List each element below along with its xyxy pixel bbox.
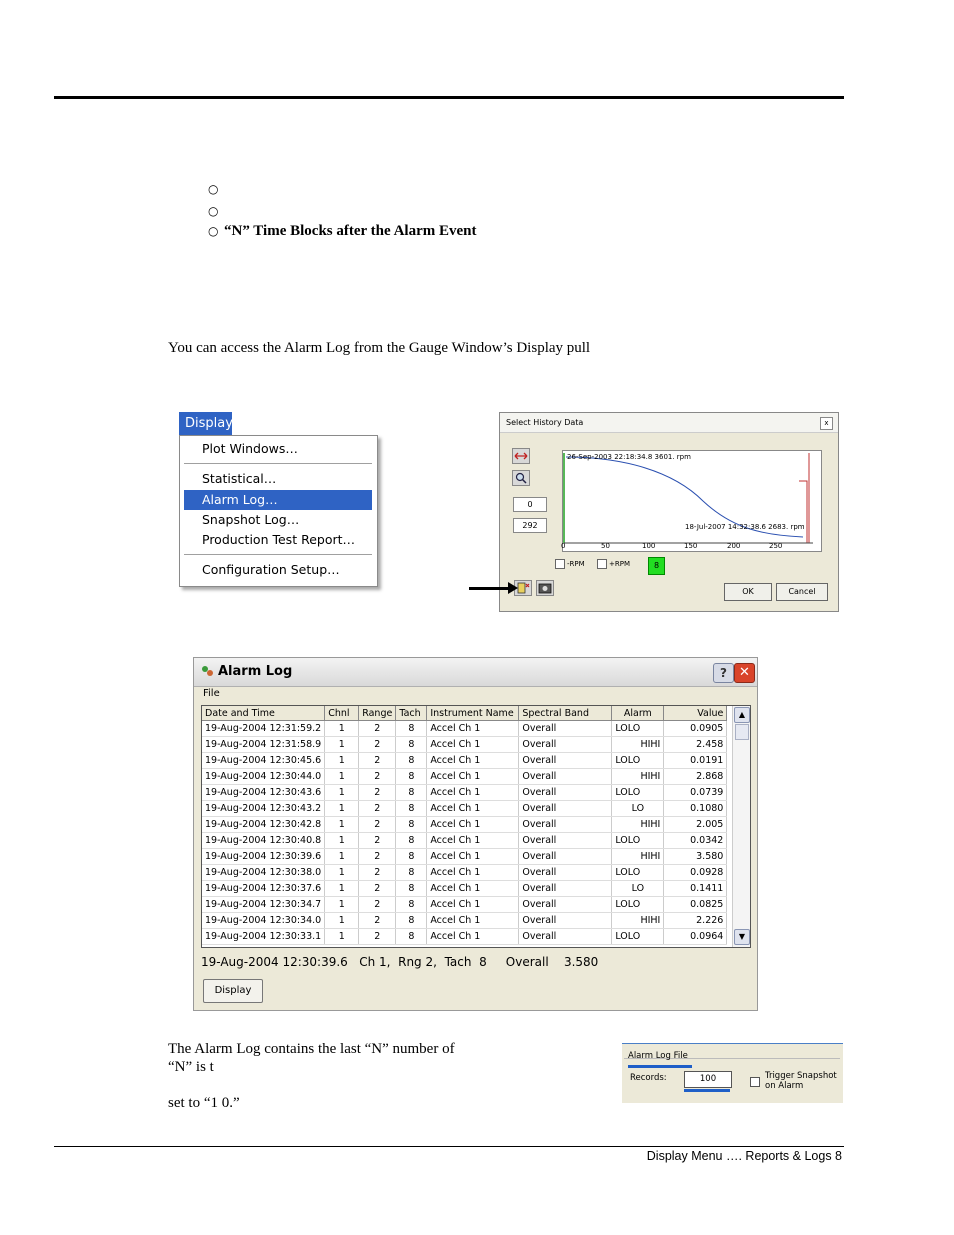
window-title: Alarm Log	[218, 664, 293, 679]
table-cell: 1	[325, 865, 359, 881]
bottom-rule	[54, 1146, 844, 1147]
bullet-item-1	[208, 181, 224, 198]
table-cell: 19-Aug-2004 12:31:58.9	[202, 737, 325, 753]
table-cell: 2	[359, 881, 396, 897]
menu-separator	[184, 463, 372, 464]
menu-item-statistical[interactable]: Statistical…	[202, 471, 277, 486]
title-bar	[194, 658, 757, 687]
table-row[interactable]	[202, 785, 727, 801]
bullet-mark: ○	[208, 182, 219, 196]
table-cell: 8	[396, 849, 427, 865]
display-menu-title[interactable]: Display	[179, 412, 232, 435]
bullet-item-3	[208, 223, 476, 240]
paragraph-line-3: set to “1 0.”	[168, 1095, 240, 1111]
column-header-alarm[interactable]: Alarm	[612, 706, 664, 721]
table-cell: 2	[359, 833, 396, 849]
table-cell: 1	[325, 833, 359, 849]
table-cell: Overall	[519, 753, 612, 769]
table-cell: Accel Ch 1	[427, 737, 519, 753]
table-cell: 2.005	[664, 817, 727, 833]
pan-arrows-icon	[513, 449, 529, 463]
table-cell: 1	[325, 929, 359, 945]
dialog-title: Select History Data	[500, 413, 838, 433]
table-cell: Overall	[519, 785, 612, 801]
table-row[interactable]	[202, 849, 727, 865]
table-cell: Accel Ch 1	[427, 785, 519, 801]
table-cell: Accel Ch 1	[427, 833, 519, 849]
records-label: Records:	[630, 1073, 667, 1083]
history-plot[interactable]	[562, 450, 822, 552]
table-cell: HIHI	[612, 849, 664, 865]
table-row[interactable]	[202, 817, 727, 833]
column-header-instrument[interactable]: Instrument Name	[427, 706, 519, 721]
table-cell: 0.0342	[664, 833, 727, 849]
ok-button[interactable]: OK	[724, 583, 772, 601]
pointer-arrow-icon	[508, 582, 518, 594]
help-button[interactable]: ?	[713, 663, 734, 683]
table-cell: HIHI	[612, 913, 664, 929]
table-cell: LO	[612, 801, 664, 817]
table-cell: Overall	[519, 737, 612, 753]
menu-file[interactable]: File	[203, 688, 220, 699]
table-cell: 2	[359, 865, 396, 881]
table-cell: 19-Aug-2004 12:30:43.2	[202, 801, 325, 817]
column-header-date[interactable]: Date and Time	[202, 706, 325, 721]
table-cell: 2	[359, 801, 396, 817]
bullet-item-2	[208, 203, 224, 220]
table-cell: 8	[396, 817, 427, 833]
table-cell: Overall	[519, 913, 612, 929]
menu-separator	[184, 554, 372, 555]
table-cell: 2.458	[664, 737, 727, 753]
table-cell: 0.0739	[664, 785, 727, 801]
table-row[interactable]	[202, 929, 727, 945]
table-cell: 2.868	[664, 769, 727, 785]
table-cell: LOLO	[612, 865, 664, 881]
display-menu	[179, 435, 378, 587]
table-cell: Accel Ch 1	[427, 929, 519, 945]
x-tick: 200	[727, 542, 741, 550]
table-row[interactable]	[202, 913, 727, 929]
app-icon	[200, 664, 214, 678]
table-row[interactable]	[202, 769, 727, 785]
pointer-arrow-shaft	[469, 587, 511, 590]
table-cell: LOLO	[612, 929, 664, 945]
table-cell: 0.1411	[664, 881, 727, 897]
table-cell: 0.0905	[664, 721, 727, 737]
scroll-down-icon[interactable]: ▼	[734, 929, 750, 945]
table-cell: LOLO	[612, 753, 664, 769]
alarm-log-file-panel	[622, 1043, 843, 1103]
menu-item-alarm-log[interactable]: Alarm Log…	[184, 490, 372, 510]
top-rule	[54, 96, 844, 99]
table-cell: 1	[325, 817, 359, 833]
column-header-chnl[interactable]: Chnl	[325, 706, 359, 721]
table-cell: HIHI	[612, 817, 664, 833]
minus-rpm-label: -RPM	[567, 560, 585, 568]
table-cell: Accel Ch 1	[427, 897, 519, 913]
vertical-scrollbar[interactable]	[732, 706, 750, 947]
table-cell: Overall	[519, 833, 612, 849]
bullet-text: “N” Time Blocks after the Alarm Event	[224, 223, 477, 239]
table-cell: Accel Ch 1	[427, 801, 519, 817]
table-row[interactable]	[202, 897, 727, 913]
x-tick: 150	[684, 542, 698, 550]
table-cell: 8	[396, 865, 427, 881]
pan-icon[interactable]	[512, 448, 530, 464]
table-cell: 0.0191	[664, 753, 727, 769]
table-cell: 2	[359, 929, 396, 945]
table-cell: 2	[359, 753, 396, 769]
cancel-button[interactable]: Cancel	[776, 583, 828, 601]
table-cell: 2	[359, 849, 396, 865]
table-cell: 1	[325, 785, 359, 801]
table-cell: HIHI	[612, 769, 664, 785]
table-cell: 8	[396, 785, 427, 801]
end-marker-label: 18-Jul-2007 14:32:38.6 2683. rpm	[685, 523, 805, 531]
table-cell: 8	[396, 801, 427, 817]
table-cell: 1	[325, 897, 359, 913]
table-cell: Accel Ch 1	[427, 753, 519, 769]
camera-icon	[537, 581, 553, 595]
table-cell: 19-Aug-2004 12:30:33.1	[202, 929, 325, 945]
close-button[interactable]: ✕	[734, 663, 755, 683]
table-cell: 2	[359, 785, 396, 801]
table-cell: 2	[359, 897, 396, 913]
table-cell: 2.226	[664, 913, 727, 929]
table-cell: LO	[612, 881, 664, 897]
table-row[interactable]	[202, 801, 727, 817]
table-row[interactable]	[202, 833, 727, 849]
table-cell: 8	[396, 721, 427, 737]
x-tick: 100	[642, 542, 656, 550]
table-cell: 0.0825	[664, 897, 727, 913]
header-row	[202, 706, 727, 721]
table-cell: Overall	[519, 881, 612, 897]
menu-item-plot-windows[interactable]: Plot Windows…	[202, 441, 298, 456]
x-tick: 50	[601, 542, 610, 550]
table-cell: HIHI	[612, 737, 664, 753]
x-tick: 0	[561, 542, 566, 550]
table-cell: 2	[359, 721, 396, 737]
table-cell: 2	[359, 737, 396, 753]
bullet-mark: ○	[208, 224, 219, 238]
magnifier-icon	[513, 471, 529, 485]
trigger-snapshot-checkbox[interactable]	[750, 1077, 760, 1087]
table-cell: 19-Aug-2004 12:30:38.0	[202, 865, 325, 881]
table-cell: 19-Aug-2004 12:30:34.0	[202, 913, 325, 929]
table-cell: 0.1080	[664, 801, 727, 817]
table-cell: 1	[325, 801, 359, 817]
column-header-band[interactable]: Spectral Band	[519, 706, 612, 721]
table-row[interactable]	[202, 721, 727, 737]
selected-alarm-status: 19-Aug-2004 12:30:39.6 Ch 1, Rng 2, Tach 8 Overall 3.580	[201, 955, 599, 969]
table-cell: LOLO	[612, 785, 664, 801]
table-cell: 19-Aug-2004 12:30:39.6	[202, 849, 325, 865]
table-cell: 1	[325, 913, 359, 929]
plus-rpm-checkbox[interactable]	[597, 559, 607, 569]
table-cell: Overall	[519, 801, 612, 817]
zoom-icon[interactable]	[512, 470, 530, 486]
table-cell: 19-Aug-2004 12:30:42.8	[202, 817, 325, 833]
table-row[interactable]	[202, 865, 727, 881]
range-end-field[interactable]: 292	[513, 518, 547, 533]
table-cell: Accel Ch 1	[427, 913, 519, 929]
table-cell: 8	[396, 913, 427, 929]
paragraph-line-1: The Alarm Log contains the last “N” number of	[168, 1041, 455, 1057]
table-cell: Overall	[519, 849, 612, 865]
table-row[interactable]	[202, 737, 727, 753]
table-cell: 8	[396, 769, 427, 785]
table-cell: 8	[396, 897, 427, 913]
table-cell: 19-Aug-2004 12:30:43.6	[202, 785, 325, 801]
column-header-value[interactable]: Value	[664, 706, 727, 721]
table-cell: Accel Ch 1	[427, 769, 519, 785]
group-legend: Alarm Log File	[628, 1051, 688, 1061]
menu-item-configuration-setup[interactable]: Configuration Setup…	[202, 562, 340, 577]
alarm-table-grid	[202, 706, 727, 945]
start-marker-label: 26-Sep-2003 22:18:34.8 3601. rpm	[567, 453, 691, 461]
table-cell: 1	[325, 753, 359, 769]
column-header-range[interactable]: Range	[359, 706, 396, 721]
table-row[interactable]	[202, 753, 727, 769]
table-cell: 0.0928	[664, 865, 727, 881]
scroll-up-icon[interactable]: ▲	[734, 707, 750, 723]
alarm-rows	[202, 721, 727, 945]
alarm-table	[201, 705, 751, 948]
display-button[interactable]: Display	[203, 979, 263, 1003]
page-footer: Display Menu …. Reports & Logs 8	[646, 1149, 842, 1163]
table-cell: Overall	[519, 929, 612, 945]
table-cell: 3.580	[664, 849, 727, 865]
bullet-mark: ○	[208, 204, 219, 218]
table-cell: LOLO	[612, 721, 664, 737]
select-history-dialog	[499, 412, 839, 612]
intro-text: You can access the Alarm Log from the Gauge Window’s Display pull	[168, 340, 591, 356]
green-indicator[interactable]: 8	[648, 557, 665, 575]
alarm-log-window	[193, 657, 758, 1011]
table-cell: Overall	[519, 817, 612, 833]
table-cell: Accel Ch 1	[427, 849, 519, 865]
trigger-label-line-2: on Alarm	[765, 1081, 804, 1091]
table-cell: 0.0964	[664, 929, 727, 945]
table-cell: 1	[325, 849, 359, 865]
table-cell: Overall	[519, 897, 612, 913]
table-cell: 2	[359, 817, 396, 833]
trigger-label-line-1: Trigger Snapshot	[765, 1071, 837, 1081]
table-cell: 19-Aug-2004 12:30:37.6	[202, 881, 325, 897]
table-cell: 1	[325, 881, 359, 897]
table-cell: LOLO	[612, 897, 664, 913]
menu-item-production-test-report[interactable]: Production Test Report…	[202, 532, 356, 547]
table-cell: Accel Ch 1	[427, 881, 519, 897]
table-cell: 1	[325, 721, 359, 737]
scroll-thumb[interactable]	[735, 724, 749, 740]
table-cell: 8	[396, 881, 427, 897]
range-start-field[interactable]: 0	[513, 497, 547, 512]
table-cell: Accel Ch 1	[427, 721, 519, 737]
table-cell: Accel Ch 1	[427, 865, 519, 881]
snapshot-toolbar-button[interactable]	[536, 580, 554, 596]
table-cell: Overall	[519, 769, 612, 785]
history-curve	[563, 451, 821, 551]
close-button[interactable]: x	[820, 417, 833, 430]
table-cell: 2	[359, 913, 396, 929]
legend-underline	[628, 1065, 692, 1068]
table-cell: 8	[396, 929, 427, 945]
table-cell: LOLO	[612, 833, 664, 849]
table-cell: 19-Aug-2004 12:30:44.0	[202, 769, 325, 785]
table-cell: 19-Aug-2004 12:30:34.7	[202, 897, 325, 913]
plus-rpm-label: +RPM	[609, 560, 630, 568]
table-cell: 2	[359, 769, 396, 785]
x-tick: 250	[769, 542, 783, 550]
table-cell: 19-Aug-2004 12:31:59.2	[202, 721, 325, 737]
trigger-snapshot-label	[765, 1071, 837, 1091]
paragraph-line-2: “N” is t	[168, 1059, 214, 1075]
table-cell: Overall	[519, 865, 612, 881]
table-cell: 19-Aug-2004 12:30:40.8	[202, 833, 325, 849]
menu-item-snapshot-log[interactable]: Snapshot Log…	[202, 512, 300, 527]
records-input[interactable]: 100	[684, 1071, 732, 1088]
table-cell: 1	[325, 769, 359, 785]
table-cell: 8	[396, 753, 427, 769]
table-cell: 8	[396, 833, 427, 849]
table-row[interactable]	[202, 881, 727, 897]
column-header-tach[interactable]: Tach	[396, 706, 427, 721]
table-cell: Overall	[519, 721, 612, 737]
records-focus-underline	[684, 1089, 730, 1092]
minus-rpm-checkbox[interactable]	[555, 559, 565, 569]
table-cell: Accel Ch 1	[427, 817, 519, 833]
table-cell: 19-Aug-2004 12:30:45.6	[202, 753, 325, 769]
table-cell: 8	[396, 737, 427, 753]
table-cell: 1	[325, 737, 359, 753]
